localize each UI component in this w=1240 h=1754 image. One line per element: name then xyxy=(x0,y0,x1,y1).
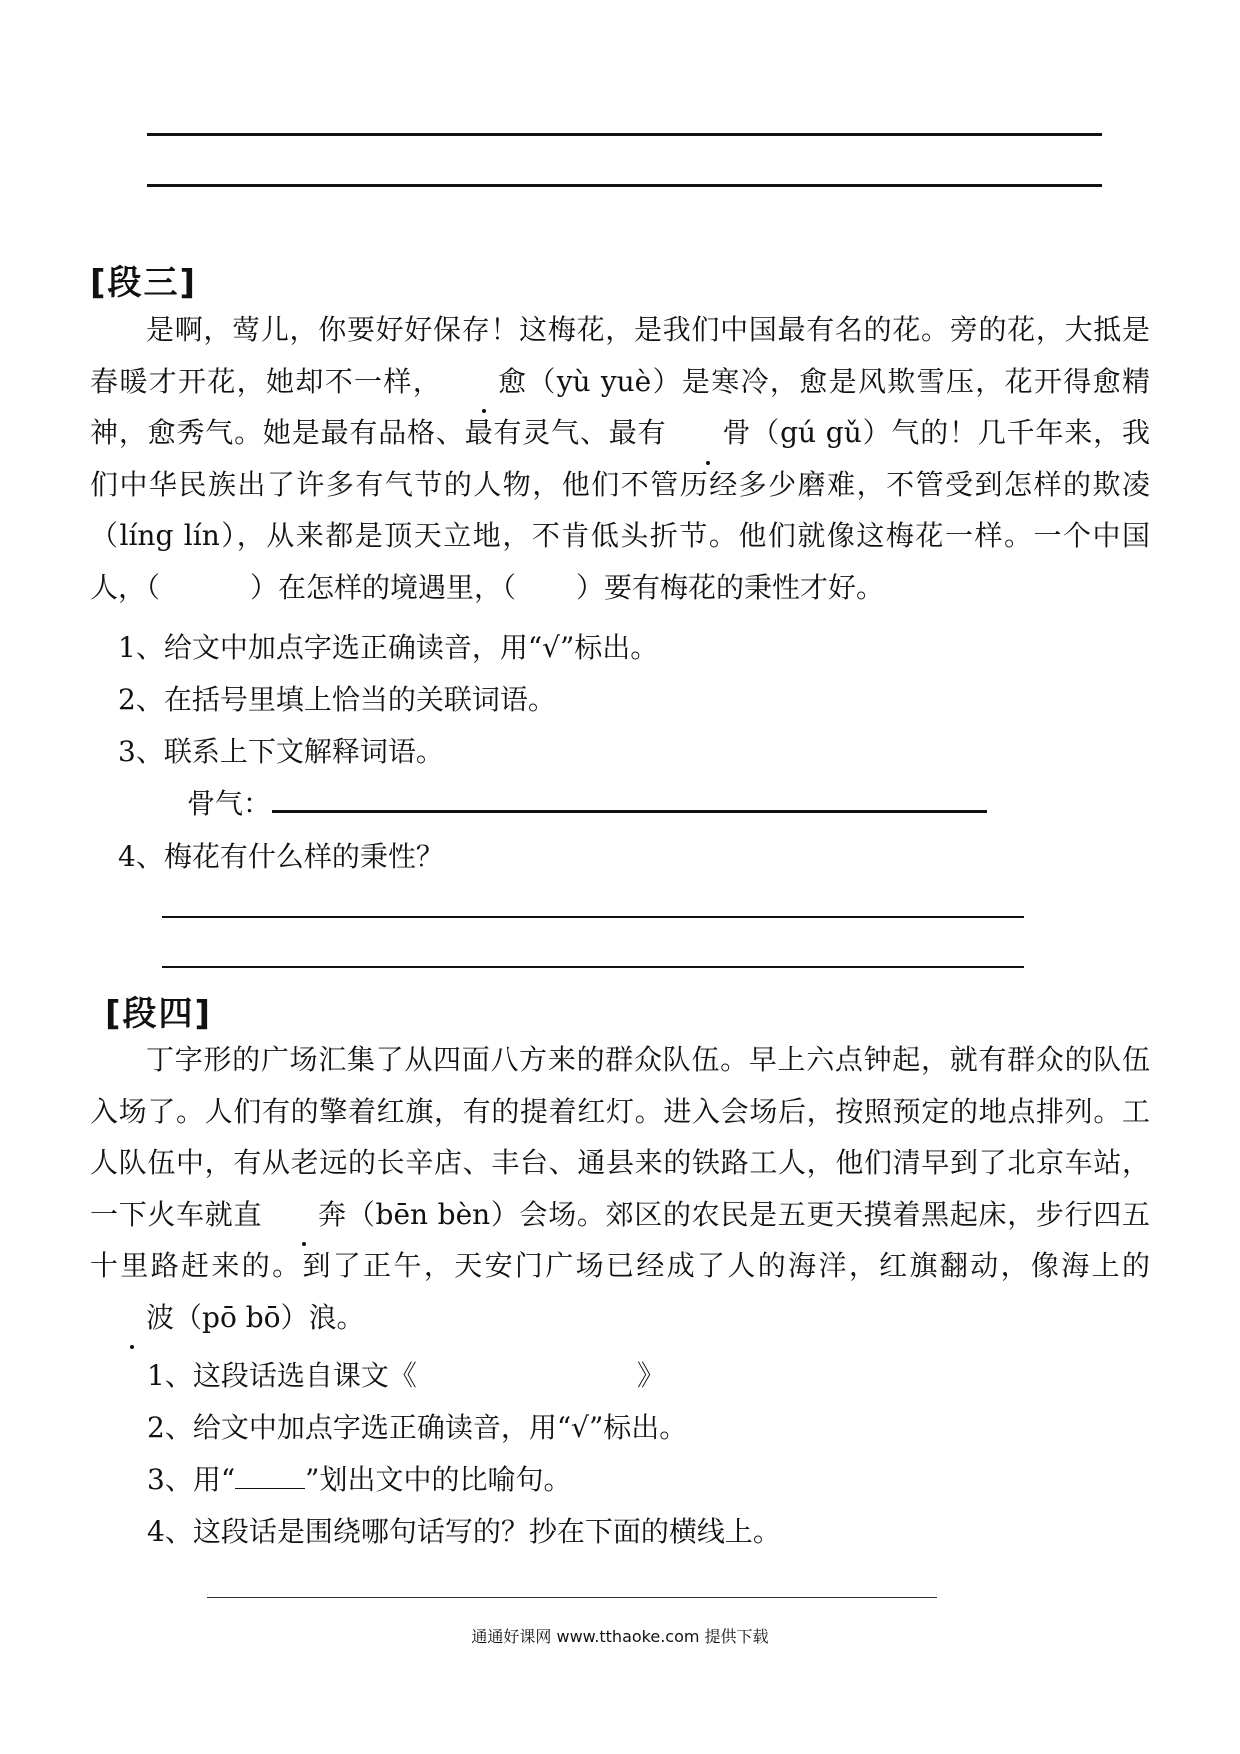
question-2: 2、在括号里填上恰当的关联词语。 xyxy=(118,683,556,716)
question-4: 4、梅花有什么样的秉性？ xyxy=(118,840,444,873)
answer-line[interactable] xyxy=(162,916,1024,918)
passage-section3 xyxy=(90,304,1150,613)
passage-text: 丁字形的广场汇集了从四面八方来的群众队伍。早上六点钟起，就有群众的队伍入场了。人们有的擎着红旗，有的提着红灯。进入会场后，按照预定的地点排列。工人队伍中，有从老远的长辛店、丰台、通县来的铁路工人，他们清早到了北京车站，一下火车就直 xyxy=(90,1043,1150,1231)
question-text: 3、用“ xyxy=(147,1463,236,1496)
section-heading: [段三] xyxy=(90,263,198,303)
passage-text: ）要有梅花的秉性才好。 xyxy=(576,570,885,604)
dotted-char: 愈 xyxy=(442,356,526,408)
section-heading: [段四] xyxy=(105,994,213,1034)
question-2: 2、给文中加点字选正确读音，用“√”标出。 xyxy=(147,1411,688,1444)
answer-line[interactable] xyxy=(147,133,1102,136)
answer-line[interactable] xyxy=(147,184,1102,187)
passage-text: 是啊，莺儿，你要好好保存！这梅花，是我们中国最有名的花。旁的花，大抵是春暖才开花，她却不一样， xyxy=(90,313,1150,398)
question-1 xyxy=(147,1354,665,1394)
footer-credit: 通通好课网 www.tthaoke.com 提供下载 xyxy=(471,1627,769,1646)
passage-text: ）在怎样的境遇里，（ xyxy=(250,570,517,604)
question-4: 4、这段话是围绕哪句话写的？抄在下面的横线上。 xyxy=(147,1515,781,1548)
passage-text: （gú gǔ）气的！几千年来，我们中华民族出了许多有气节的人物，他们不管历经多少磨难，不管受到怎样的欺凌（líng lín），从来都是顶天立地，不肯低头折节。他们就像这梅花一样。一个中国人，（ xyxy=(90,416,1150,604)
answer-line[interactable] xyxy=(162,966,1024,968)
answer-line[interactable] xyxy=(207,1597,937,1598)
passage-section4 xyxy=(90,1034,1150,1343)
dotted-char: 骨 xyxy=(666,407,750,459)
underline-sample xyxy=(235,1470,305,1489)
dotted-char: 奔 xyxy=(262,1189,346,1241)
passage-text: （bēn bèn）会场。郊区的农民是五更天摸着黑起床，步行四五十里路赶来的。到了正午，天安门广场已经成了人的海洋，红旗翻动，像海上的 xyxy=(90,1197,1150,1282)
answer-line[interactable] xyxy=(272,810,987,813)
question-text: 》 xyxy=(636,1359,665,1392)
passage-text: （pō bō）浪。 xyxy=(174,1300,365,1334)
question-text: 1、这段话选自课文《 xyxy=(147,1359,417,1392)
question-3 xyxy=(147,1458,571,1498)
question-3: 3、联系上下文解释词语。 xyxy=(118,735,444,768)
question-1: 1、给文中加点字选正确读音，用“√”标出。 xyxy=(118,631,659,664)
dotted-char: 波 xyxy=(90,1292,174,1344)
term-label: 骨气： xyxy=(187,787,272,820)
question-text: ”划出文中的比喻句。 xyxy=(305,1463,572,1496)
passage-text: （yù yuè）是寒冷，愈是风欺雪压，花开得愈精神，愈秀气。她是最有品格、最有灵气、最有 xyxy=(90,364,1150,449)
